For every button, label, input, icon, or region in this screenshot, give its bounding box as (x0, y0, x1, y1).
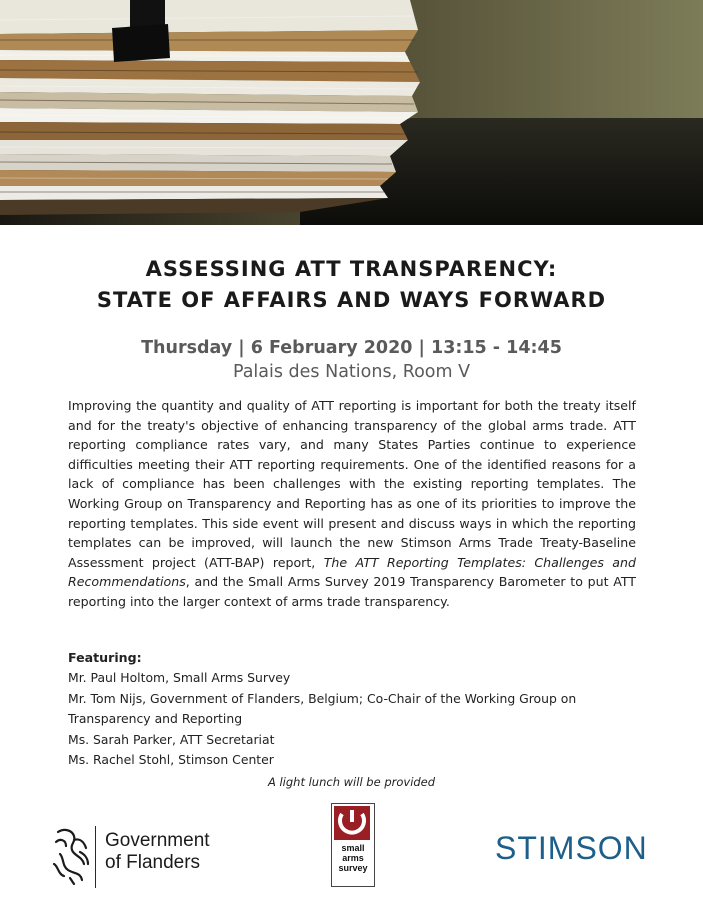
sas-line-3: survey (338, 863, 368, 873)
description-part-2: , and the Small Arms Survey 2019 Transparency Barometer to put ATT reporting into the larger context of arms trade transparency. (68, 574, 636, 609)
stimson-logo: STIMSON (495, 830, 648, 866)
sas-emblem-icon (334, 806, 370, 840)
sas-wordmark (331, 843, 375, 873)
speaker-item: Ms. Sarah Parker, ATT Secretariat (68, 731, 275, 747)
flanders-divider (95, 826, 96, 888)
flanders-lion-icon (50, 826, 92, 888)
speaker-item: Mr. Tom Nijs, Government of Flanders, Belgium; Co-Chair of the Working Group on Transparency and Reporting (68, 690, 577, 727)
report-title: The ATT Reporting Templates: Challenges and Recommendations (68, 554, 636, 590)
event-date-time: Thursday | 6 February 2020 | 13:15 - 14:45 (141, 338, 562, 358)
hero-photo-files-stack (0, 0, 703, 225)
speaker-list (68, 668, 628, 771)
government-of-flanders-logo (50, 826, 240, 888)
event-description (68, 396, 636, 612)
flanders-line-2: of Flanders (105, 852, 201, 873)
speaker-item: Ms. Rachel Stohl, Stimson Center (68, 752, 274, 768)
featuring-heading: Featuring: (68, 650, 142, 665)
event-venue: Palais des Nations, Room V (232, 362, 471, 382)
flanders-line-1: Government (105, 830, 210, 851)
description-part-1: Improving the quantity and quality of ATT reporting is important for both the treaty itself and for the treaty's objective of enhancing transparency of the global arms trade. ATT reporting compliance rates vary, and many States Parties continue to experience difficulties meeting their ATT reporting requirements. One of the identified reasons for a lack of compliance has been challenges with the existing reporting templates. The Working Group on Transparency and Reporting has as one of its priorities to improve the reporting templates. This side event will present and discuss ways in which the reporting templates can be improved, will launch the new Stimson Arms Trade Treaty-Baseline Assessment project (ATT-BAP) report, (68, 398, 636, 570)
sas-line-2: arms (342, 853, 364, 863)
sas-line-1: small (341, 843, 365, 853)
event-title-line-2: STATE OF AFFAIRS AND WAYS FORWARD (96, 288, 607, 312)
small-arms-survey-logo (331, 803, 375, 887)
event-title-line-1: ASSESSING ATT TRANSPARENCY: (145, 257, 558, 281)
lunch-note: A light lunch will be provided (267, 775, 436, 789)
sas-red-block (334, 806, 370, 840)
speaker-item: Mr. Paul Holtom, Small Arms Survey (68, 670, 291, 685)
flanders-wordmark (105, 830, 210, 874)
